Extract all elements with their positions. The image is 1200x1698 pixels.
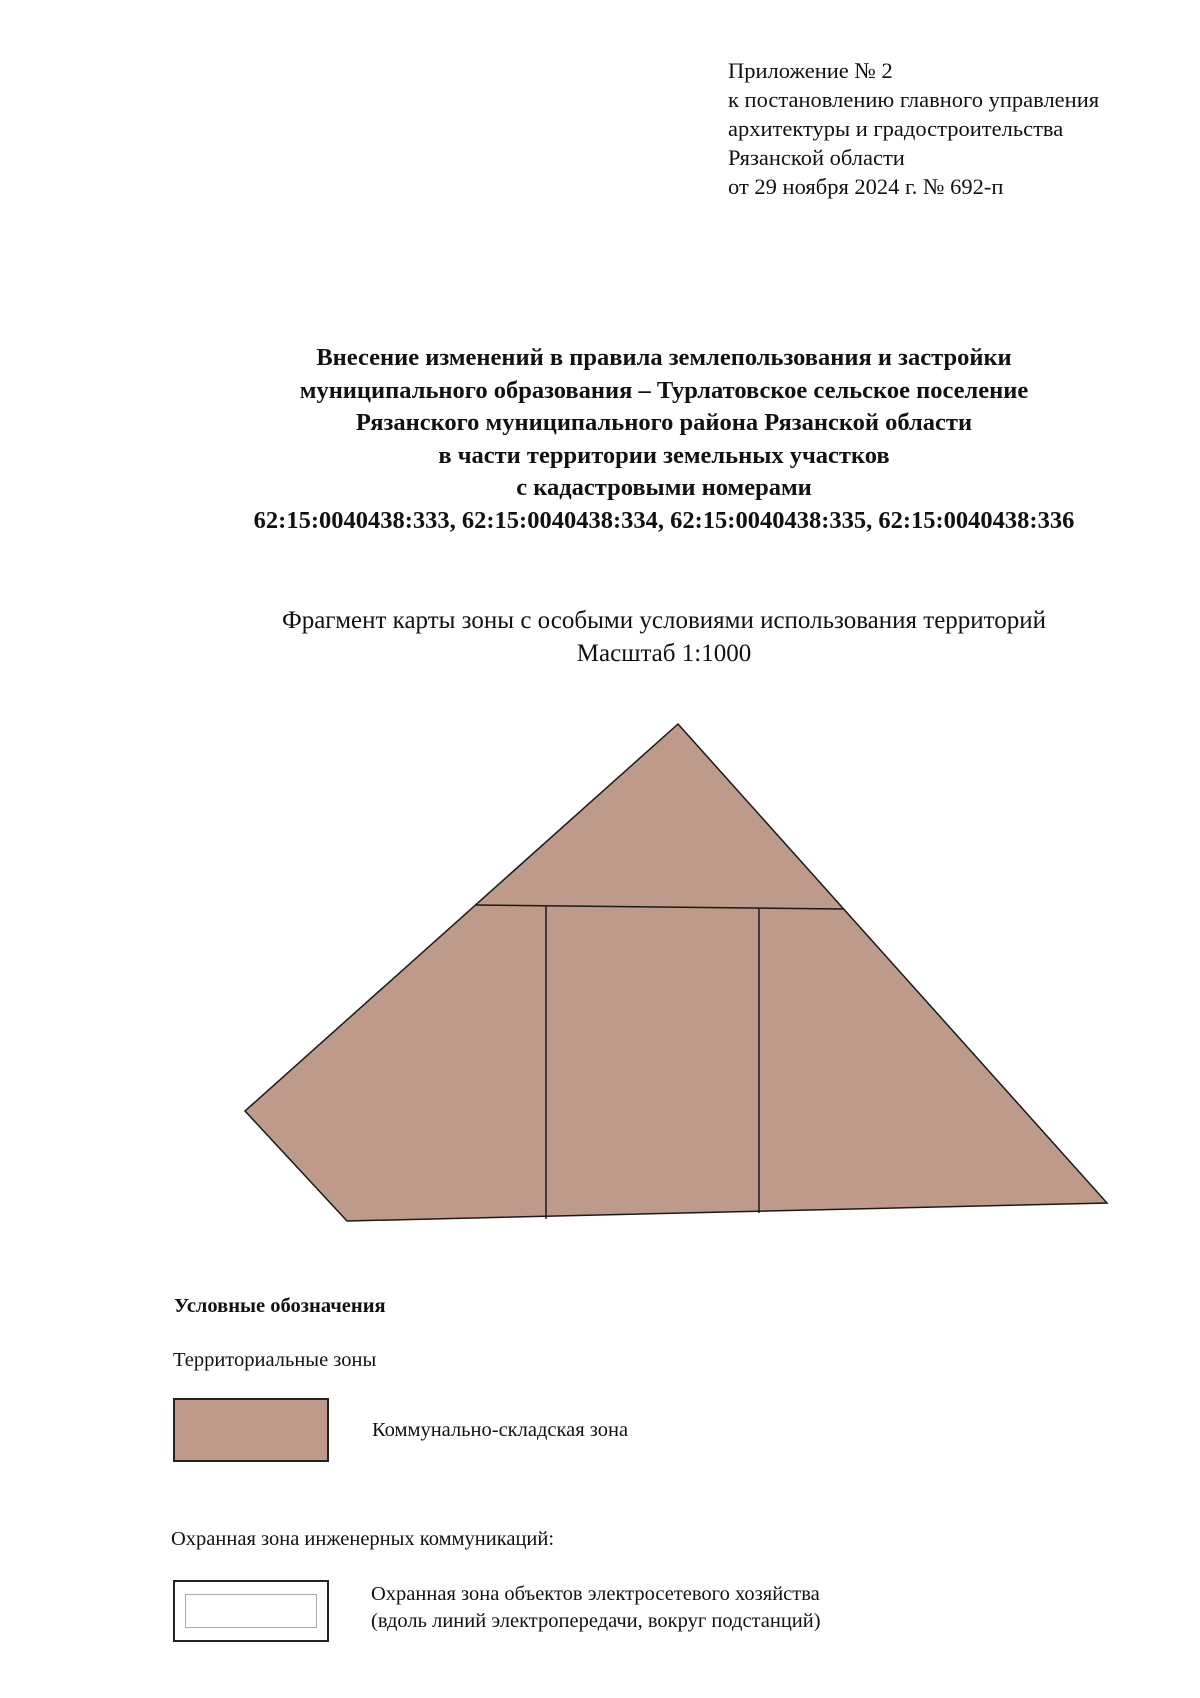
map-title: Фрагмент карты зоны с особыми условиями использования территорий [281, 607, 1047, 634]
legend-territorial-heading: Территориальные зоны [173, 1349, 377, 1371]
zone-polygon [245, 724, 1107, 1221]
title-line: 62:15:0040438:333, 62:15:0040438:334, 62:15:0040438:335, 62:15:0040438:336 [253, 506, 1075, 534]
title-line: в части территории земельных участков [438, 441, 890, 469]
header-line: от 29 ноября 2024 г. № 692-п [728, 174, 1004, 199]
legend-zone-label: Коммунально-складская зона [372, 1419, 629, 1441]
legend-protection-inner [185, 1594, 317, 1628]
legend-zone-swatch [173, 1398, 329, 1462]
header-line: к постановлению главного управления [728, 87, 1100, 112]
map-scale: Масштаб 1:1000 [576, 640, 752, 667]
title-line: Рязанского муниципального района Рязанской области [355, 409, 973, 436]
title-line: Внесение изменений в правила землепользования и застройки [316, 344, 1012, 371]
protection-label-line: (вдоль линий электропередачи, вокруг подстанций) [371, 1610, 821, 1632]
legend-protection-heading: Охранная зона инженерных коммуникаций: [171, 1528, 555, 1550]
legend-protection-label [371, 1581, 821, 1635]
legend-protection-swatch [173, 1580, 329, 1642]
legend-heading: Условные обозначения [174, 1295, 386, 1317]
header-line: Приложение № 2 [728, 58, 893, 83]
protection-label-line: Охранная зона объектов электросетевого хозяйства [371, 1583, 820, 1605]
title-line: муниципального образования – Турлатовское сельское поселение [299, 376, 1029, 404]
title-line: с кадастровыми номерами [516, 474, 812, 501]
header-line: Рязанской области [728, 145, 905, 170]
header-line: архитектуры и градостроительства [728, 116, 1064, 141]
